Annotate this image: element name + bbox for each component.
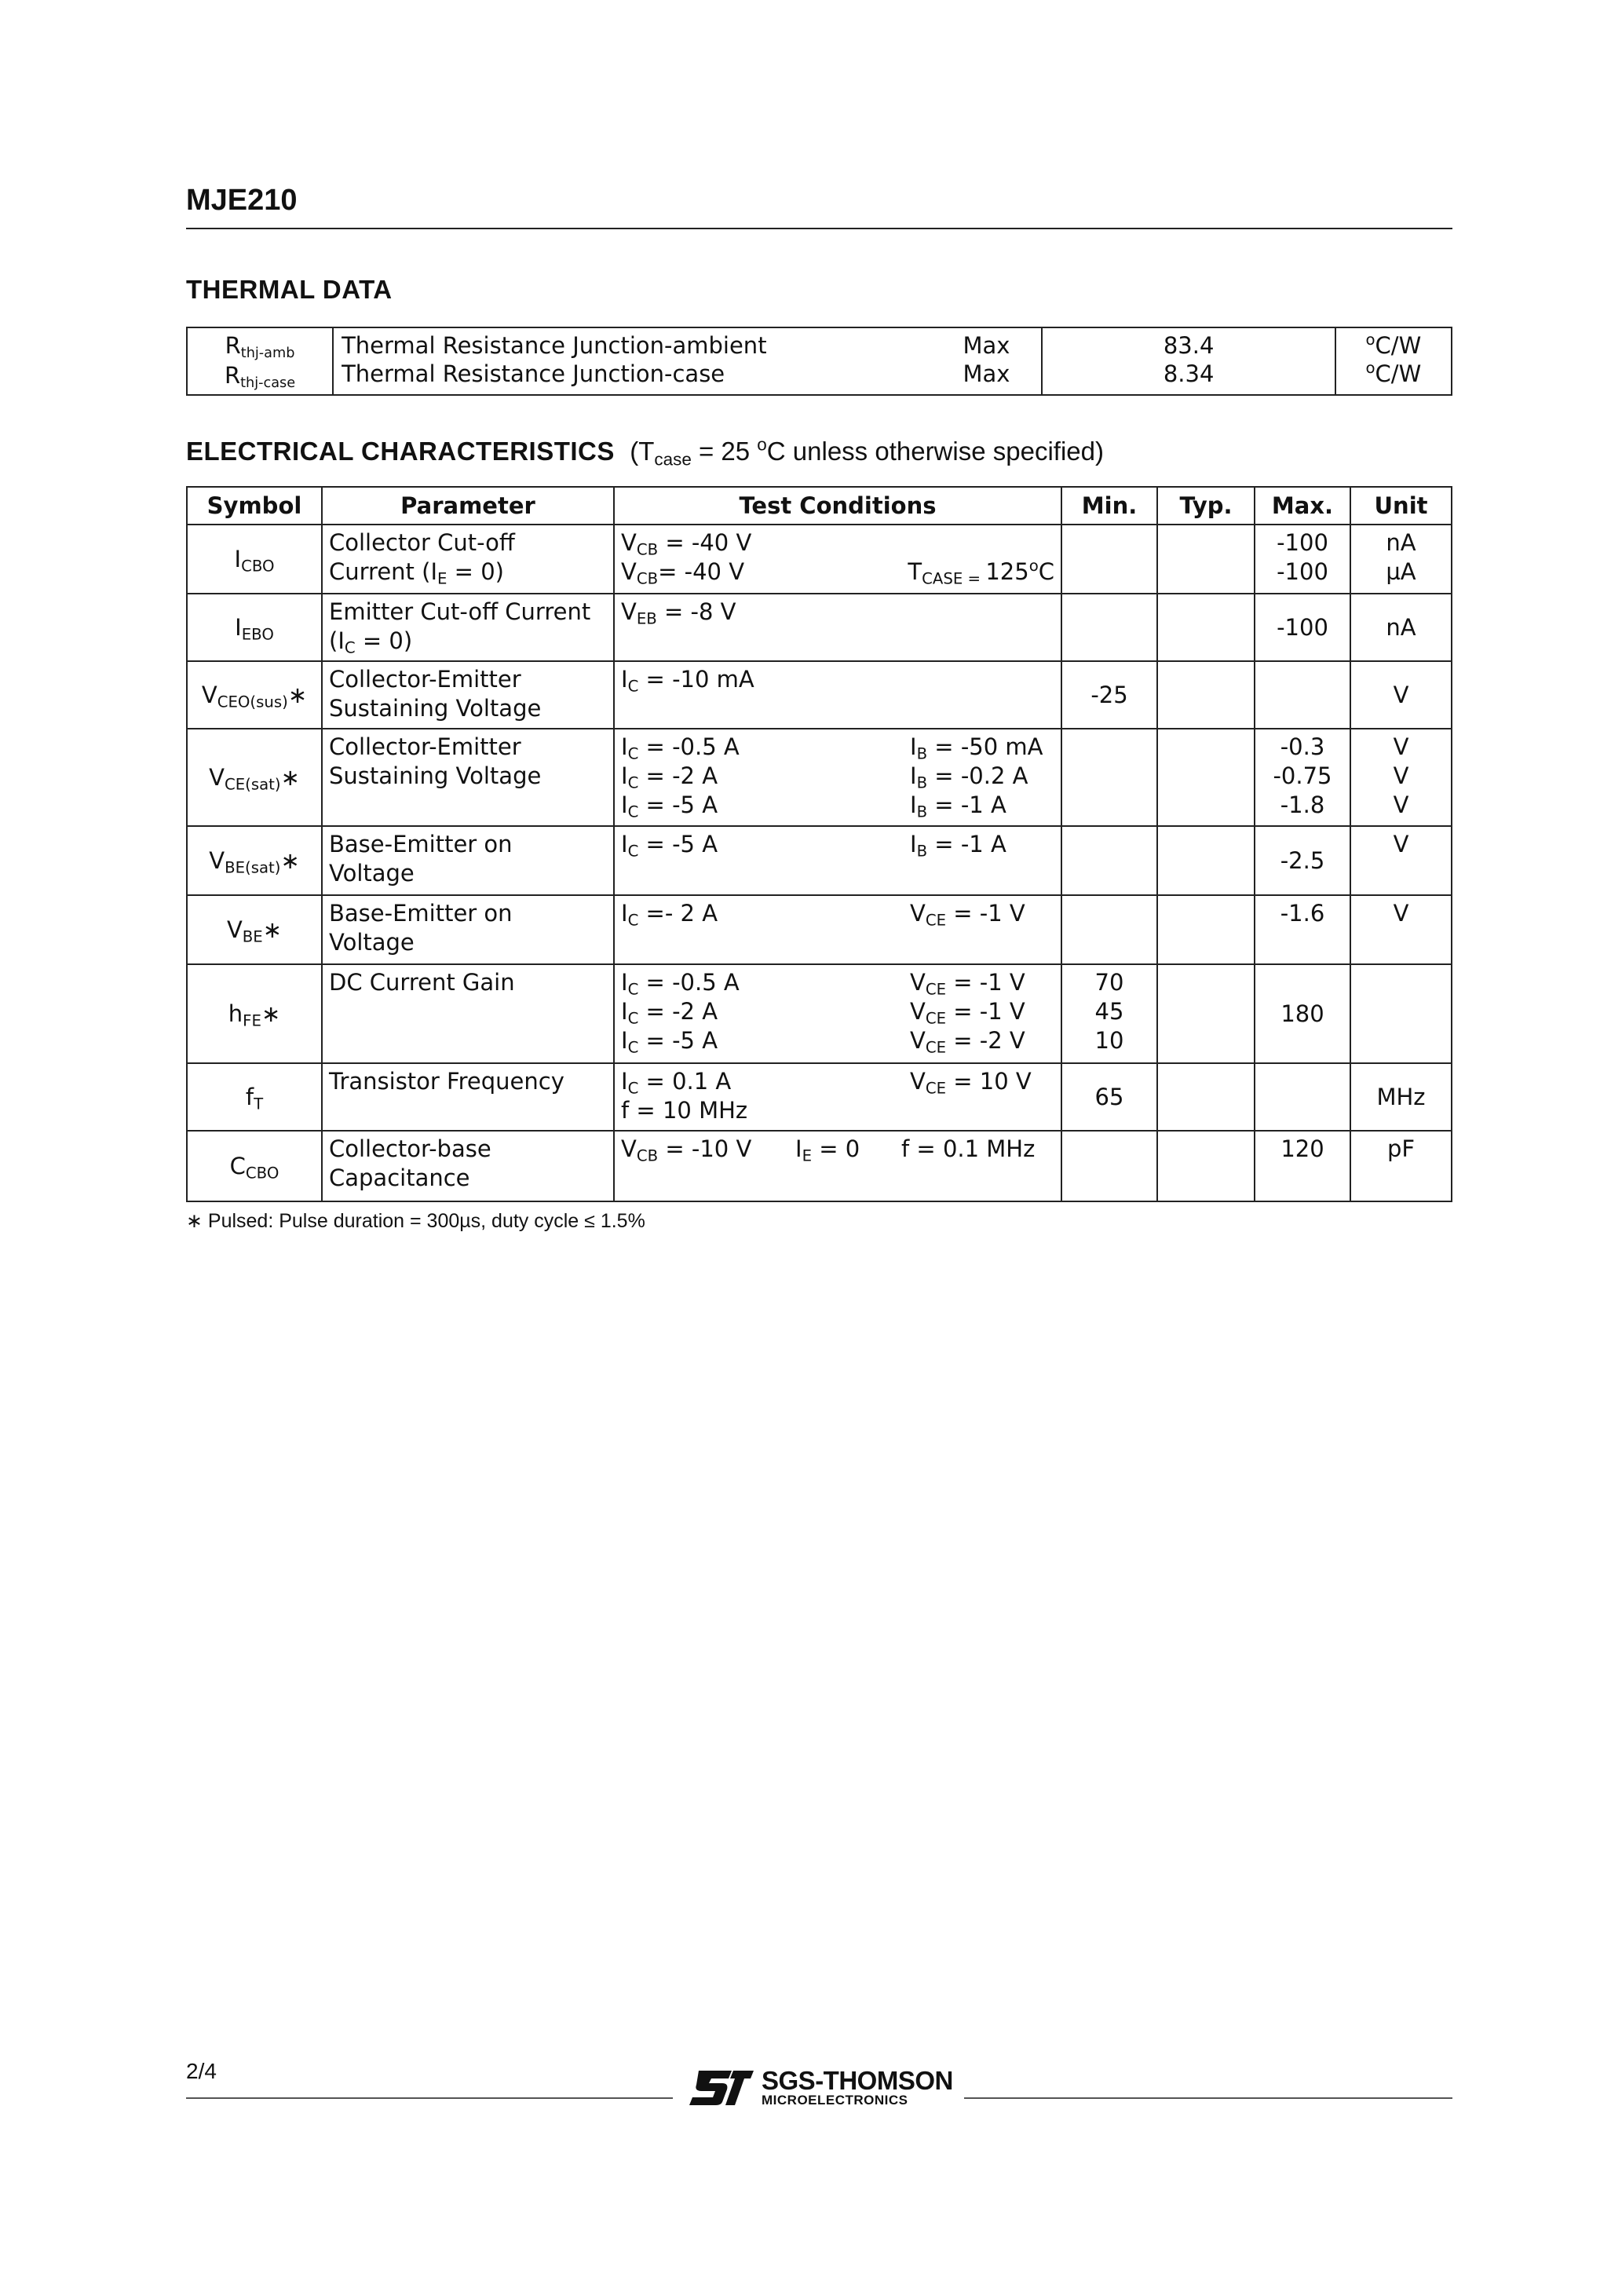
symbol-cell: $I_{EBO}$	[187, 594, 322, 661]
header-row	[187, 487, 1452, 525]
parameter-cell: DC Current Gain	[322, 964, 614, 1063]
max-cell: -0.3 -0.75 -1.8	[1255, 729, 1350, 826]
symbol-cell: $R_{thj-amb}$ $R_{thj-case}$	[187, 327, 333, 395]
max-cell: -100 -100	[1255, 525, 1350, 594]
typ-cell	[1157, 729, 1255, 826]
min-cell	[1061, 525, 1157, 594]
typ-cell	[1157, 525, 1255, 594]
header-rule	[186, 228, 1452, 229]
table-row	[187, 895, 1452, 964]
unit-cell	[1350, 964, 1452, 1063]
symbol-cell: $V_{CE(sat)}∗$	[187, 729, 322, 826]
max-cell: 120	[1255, 1131, 1350, 1201]
min-cell	[1061, 1131, 1157, 1201]
conditions-cell: $I_C =- 2$ A $V_{CE} = -1$ V	[614, 895, 1061, 964]
unit-cell: pF	[1350, 1131, 1452, 1201]
st-logo-icon	[688, 2067, 754, 2107]
table-row	[187, 729, 1452, 826]
typ-cell	[1157, 1131, 1255, 1201]
max-cell: 180	[1255, 964, 1350, 1063]
conditions-cell: $I_C = -10$ mA	[614, 661, 1061, 729]
typ-cell	[1157, 964, 1255, 1063]
max-cell: -1.6	[1255, 895, 1350, 964]
unit-cell: V	[1350, 826, 1452, 895]
table-row	[187, 594, 1452, 661]
min-cell: 65	[1061, 1063, 1157, 1131]
symbol-cell: $V_{BE}∗$	[187, 895, 322, 964]
header-test-conditions: Test Conditions	[614, 487, 1061, 525]
conditions-note: ($T_{case} = 25$ $^o$C unless otherwise specified)	[630, 434, 1104, 470]
typ-cell	[1157, 661, 1255, 729]
page-number: 2/4	[186, 2059, 217, 2083]
parameter-cell: Base-Emitter on Voltage	[322, 826, 614, 895]
header-unit: Unit	[1350, 487, 1452, 525]
logo-wordmark	[762, 2067, 953, 2107]
electrical-characteristics-heading: ELECTRICAL CHARACTERISTICS ($T_{case} = 25$ $^o$C unless otherwise specified)	[186, 434, 1104, 470]
parameter-cell: Collector Cut-off Current $(I_E = 0)$	[322, 525, 614, 594]
max-cell	[1255, 661, 1350, 729]
min-cell	[1061, 826, 1157, 895]
unit-cell: nA	[1350, 594, 1452, 661]
unit-cell: V	[1350, 895, 1452, 964]
table-row	[187, 1131, 1452, 1201]
part-number-heading: MJE210	[186, 184, 298, 217]
symbol-cell: $C_{CBO}$	[187, 1131, 322, 1201]
typ-cell	[1157, 826, 1255, 895]
min-cell: -25	[1061, 661, 1157, 729]
header-typ: Typ.	[1157, 487, 1255, 525]
conditions-cell: $I_C = -5$ A $I_B = -1$ A	[614, 826, 1061, 895]
sgs-thomson-logo	[688, 2067, 953, 2107]
typ-cell	[1157, 594, 1255, 661]
parameter-cell: Base-Emitter on Voltage	[322, 895, 614, 964]
unit-cell: $^o$C/W $^o$C/W	[1335, 327, 1452, 395]
max-cell: -100	[1255, 594, 1350, 661]
value-cell: 83.4 8.34	[1042, 327, 1335, 395]
conditions-cell: $V_{CB} = -40$ V $V_{CB}= -40$ V $T_{CASE =}$ 125$^o$C	[614, 525, 1061, 594]
header-parameter: Parameter	[322, 487, 614, 525]
symbol-cell: $V_{CEO(sus)}∗$	[187, 661, 322, 729]
unit-cell: nA µA	[1350, 525, 1452, 594]
table-row	[187, 525, 1452, 594]
min-cell	[1061, 594, 1157, 661]
min-cell: 70 45 10	[1061, 964, 1157, 1063]
table-row	[187, 826, 1452, 895]
thermal-data-heading: THERMAL DATA	[186, 275, 393, 304]
pulsed-footnote: ∗ Pulsed: Pulse duration = 300µs, duty cycle ≤ 1.5%	[186, 1210, 645, 1232]
symbol-cell: $f_T$	[187, 1063, 322, 1131]
parameter-cell: Collector-Emitter Sustaining Voltage	[322, 661, 614, 729]
conditions-cell: $I_C = -0.5$ A $V_{CE} = -1$ V $I_C = -2$ A $V_{CE} = -1$ V $I_C = -5$ A $V_{CE} = -2$ V	[614, 964, 1061, 1063]
header-min: Min.	[1061, 487, 1157, 525]
logo-line1: SGS-THOMSON	[762, 2066, 953, 2095]
table-row	[187, 661, 1452, 729]
parameter-cell: Thermal Resistance Junction-ambient Max Thermal Resistance Junction-case Max	[333, 327, 1042, 395]
table-row	[187, 1063, 1452, 1131]
logo-line2: MICROELECTRONICS	[762, 2093, 908, 2108]
header-max: Max.	[1255, 487, 1350, 525]
electrical-characteristics-table	[186, 486, 1452, 1202]
min-cell	[1061, 729, 1157, 826]
parameter-cell: Transistor Frequency	[322, 1063, 614, 1131]
footer-rule-right	[964, 2097, 1452, 2099]
typ-cell	[1157, 1063, 1255, 1131]
symbol-cell: $h_{FE}∗$	[187, 964, 322, 1063]
table-row	[187, 964, 1452, 1063]
typ-cell	[1157, 895, 1255, 964]
conditions-cell: $V_{CB} = -10$ V $I_E = 0$ f = 0.1 MHz	[614, 1131, 1061, 1201]
parameter-cell: Collector-base Capacitance	[322, 1131, 614, 1201]
footer-rule-left	[186, 2097, 673, 2099]
header-symbol: Symbol	[187, 487, 322, 525]
conditions-cell: $V_{EB} = -8$ V	[614, 594, 1061, 661]
parameter-cell: Emitter Cut-off Current $(I_C = 0)$	[322, 594, 614, 661]
conditions-cell: $I_C = -0.5$ A $I_B = -50$ mA $I_C = -2$ A $I_B = -0.2$ A $I_C = -5$ A $I_B = -1$ A	[614, 729, 1061, 826]
symbol-cell: $V_{BE(sat)}∗$	[187, 826, 322, 895]
min-cell	[1061, 895, 1157, 964]
table-row	[187, 327, 1452, 395]
symbol-cell: $I_{CBO}$	[187, 525, 322, 594]
unit-cell: V	[1350, 661, 1452, 729]
max-cell	[1255, 1063, 1350, 1131]
thermal-data-table	[186, 327, 1452, 396]
unit-cell: MHz	[1350, 1063, 1452, 1131]
max-cell: -2.5	[1255, 826, 1350, 895]
parameter-cell: Collector-Emitter Sustaining Voltage	[322, 729, 614, 826]
conditions-cell: $I_C = 0.1$ A $V_{CE} = 10$ V f = 10 MHz	[614, 1063, 1061, 1131]
unit-cell: V V V	[1350, 729, 1452, 826]
